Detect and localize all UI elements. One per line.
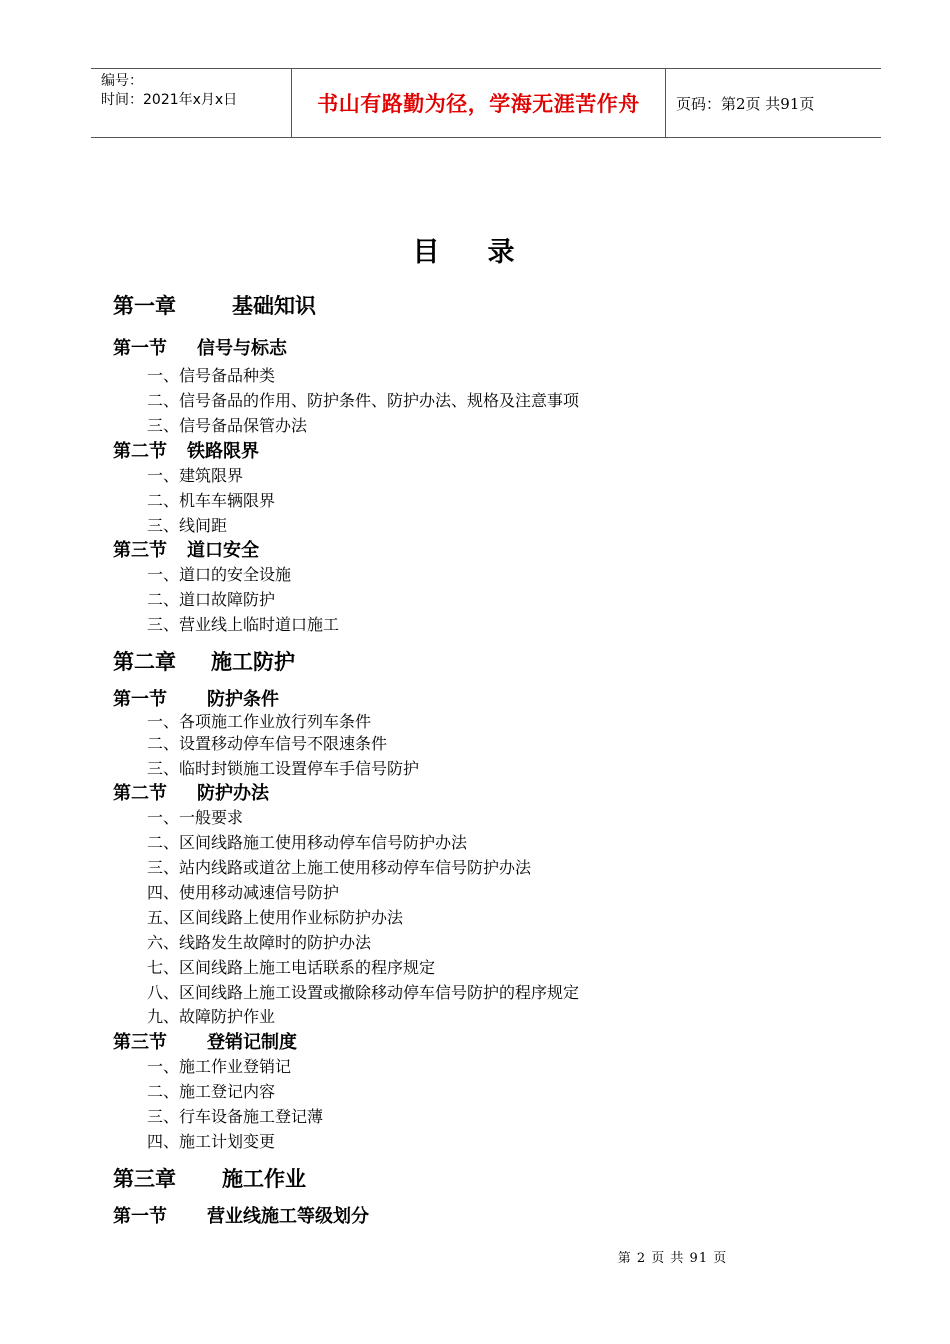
toc-chapter[interactable]: 第二章 施工防护 <box>113 649 295 674</box>
header-page-info: 页码：第2页 共91页 <box>676 94 815 113</box>
header-meta <box>91 69 292 137</box>
toc-item[interactable]: 六、线路发生故障时的防护办法 <box>147 933 372 952</box>
toc-item[interactable]: 一、一般要求 <box>147 808 244 827</box>
toc-item[interactable]: 三、线间距 <box>147 516 228 535</box>
header-slogan: 书山有路勤为径，学海无涯苦作舟 <box>292 69 666 137</box>
toc-item[interactable]: 二、区间线路施工使用移动停车信号防护办法 <box>147 833 468 852</box>
toc-section[interactable]: 第一节 信号与标志 <box>113 338 287 359</box>
toc-item[interactable]: 九、故障防护作业 <box>147 1007 276 1026</box>
toc-item[interactable]: 一、道口的安全设施 <box>147 565 292 584</box>
toc-item[interactable]: 二、机车车辆限界 <box>147 491 276 510</box>
toc-item[interactable]: 二、信号备品的作用、防护条件、防护办法、规格及注意事项 <box>147 391 580 410</box>
toc-item[interactable]: 三、行车设备施工登记薄 <box>147 1107 324 1126</box>
toc-item[interactable]: 三、营业线上临时道口施工 <box>147 615 340 634</box>
page-header <box>91 68 881 138</box>
toc-item[interactable]: 八、区间线路上施工设置或撤除移动停车信号防护的程序规定 <box>147 983 580 1002</box>
toc-item[interactable]: 三、临时封锁施工设置停车手信号防护 <box>147 759 420 778</box>
toc-item[interactable]: 二、施工登记内容 <box>147 1082 276 1101</box>
document-number-label: 编号： <box>101 73 143 89</box>
toc-item[interactable]: 二、设置移动停车信号不限速条件 <box>147 734 388 753</box>
toc-item[interactable]: 三、信号备品保管办法 <box>147 416 308 435</box>
toc-item[interactable]: 一、施工作业登销记 <box>147 1057 292 1076</box>
toc-section[interactable]: 第三节 道口安全 <box>113 540 259 561</box>
toc-section[interactable]: 第一节 防护条件 <box>113 689 279 710</box>
toc-section[interactable]: 第一节 营业线施工等级划分 <box>113 1206 369 1227</box>
toc-item[interactable]: 四、使用移动减速信号防护 <box>147 883 340 902</box>
toc-item[interactable]: 七、区间线路上施工电话联系的程序规定 <box>147 958 436 977</box>
page-footer: 第 2 页 共 91 页 <box>617 1251 728 1266</box>
toc-section[interactable]: 第三节 登销记制度 <box>113 1032 297 1053</box>
toc-item[interactable]: 四、施工计划变更 <box>147 1132 276 1151</box>
toc-title: 目录 <box>412 237 563 268</box>
toc-item[interactable]: 一、各项施工作业放行列车条件 <box>147 712 372 731</box>
toc-item[interactable]: 五、区间线路上使用作业标防护办法 <box>147 908 404 927</box>
toc-item[interactable]: 一、建筑限界 <box>147 466 244 485</box>
toc-item[interactable]: 三、站内线路或道岔上施工使用移动停车信号防护办法 <box>147 858 532 877</box>
toc-chapter[interactable]: 第三章 施工作业 <box>113 1166 306 1191</box>
toc-item[interactable]: 一、信号备品种类 <box>147 366 276 385</box>
toc-section[interactable]: 第二节 铁路限界 <box>113 441 259 462</box>
toc-chapter[interactable]: 第一章 基础知识 <box>113 293 316 318</box>
toc-item[interactable]: 二、道口故障防护 <box>147 590 276 609</box>
document-time: 时间：2021年x月x日 <box>101 92 238 108</box>
toc-section[interactable]: 第二节 防护办法 <box>113 783 269 804</box>
